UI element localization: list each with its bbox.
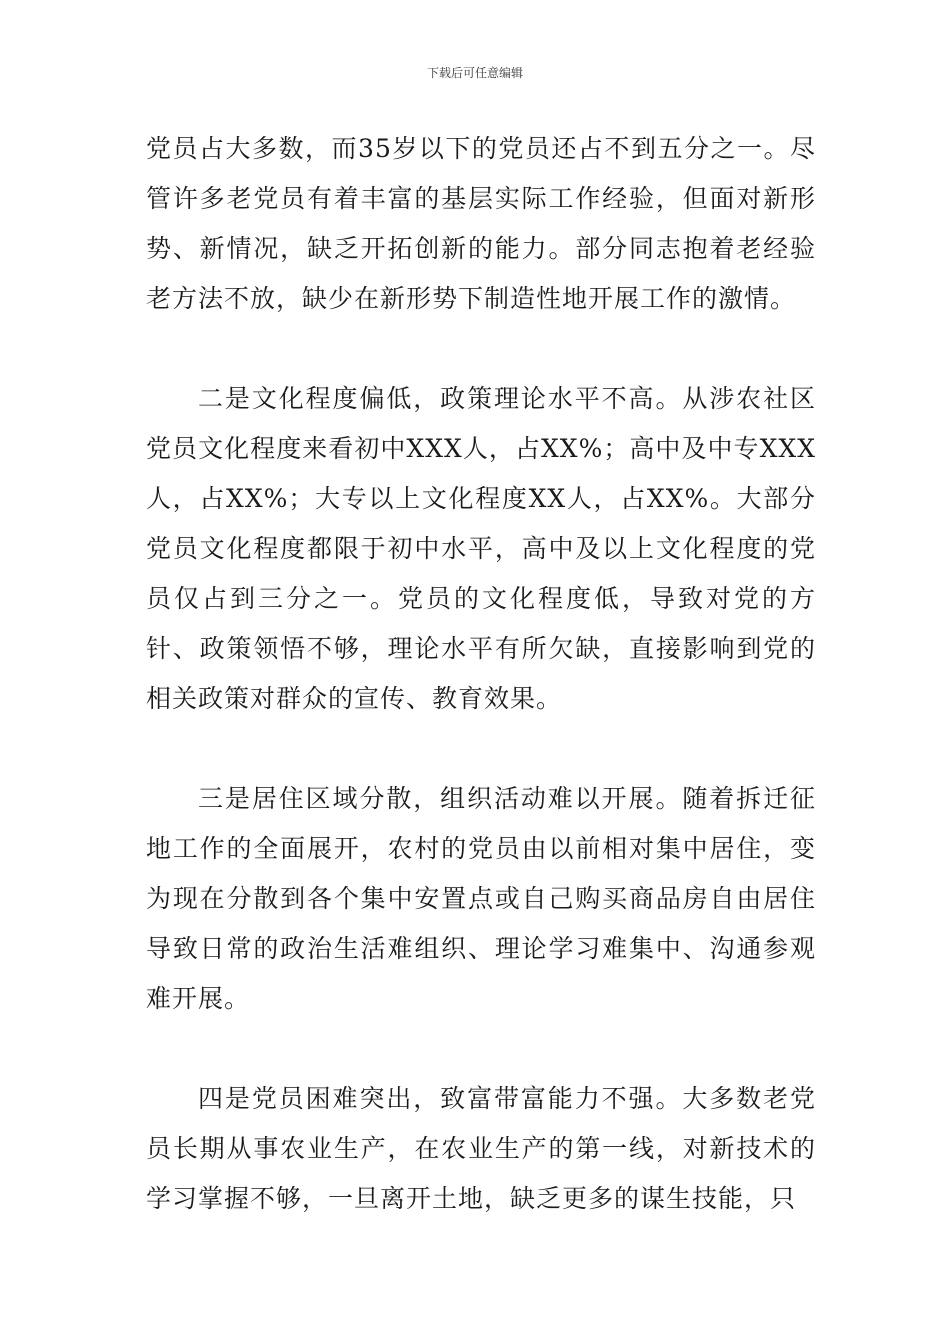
paragraph-spacer [146, 1024, 816, 1074]
paragraph-spacer [146, 324, 816, 374]
paragraph-member-difficulties: 四是党员困难突出，致富带富能力不强。大多数老党员长期从事农业生产，在农业生产的第一线，对新技术的学习掌握不够，一旦离开土地，缺乏更多的谋生技能，只 [146, 1084, 816, 1213]
paragraph-education-level: 二是文化程度偏低，政策理论水平不高。从涉农社区党员文化程度来看初中XXX人，占XX%；高中及中专XXX人，占XX%；大专以上文化程度XX人，占XX%。大部分党员文化程度都限于初中水平，高中及以上文化程度的党员仅占到三分之一。党员的文化程度低，导致对党的方针、政策领悟不够，理论水平有所欠缺，直接影响到党的相关政策对群众的宣传、教育效果。 [146, 384, 816, 713]
document-body [146, 124, 816, 1224]
paragraph-spacer [146, 724, 816, 774]
paragraph-residence-dispersed: 三是居住区域分散，组织活动难以开展。随着拆迁征地工作的全面展开，农村的党员由以前相对集中居住，变为现在分散到各个集中安置点或自己购买商品房自由居住导致日常的政治生活难组织、理论学习难集中、沟通参观难开展。 [146, 784, 816, 1013]
page-header-note: 下载后可任意编辑 [426, 66, 523, 80]
paragraph-continuation: 党员占大多数，而35岁以下的党员还占不到五分之一。尽管许多老党员有着丰富的基层实际工作经验，但面对新形势、新情况，缺乏开拓创新的能力。部分同志抱着老经验老方法不放，缺少在新形势下制造性地开展工作的激情。 [146, 134, 816, 313]
